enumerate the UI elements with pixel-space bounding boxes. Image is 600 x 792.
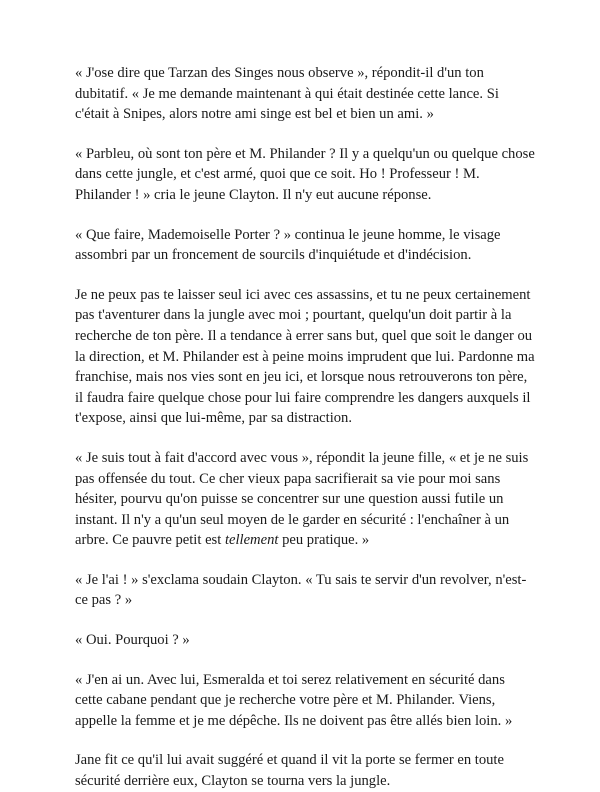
paragraph-3: « Que faire, Mademoiselle Porter ? » continua le jeune homme, le visage assombri par un froncement de sourcils d'inquiétude et d'indécision. [75,226,501,264]
document-page [75,63,535,792]
paragraph-6: « Je l'ai ! » s'exclama soudain Clayton. « Tu sais te servir d'un revolver, n'est-ce pas ? » [75,571,527,609]
paragraph-7: « Oui. Pourquoi ? » [75,632,190,649]
paragraph-4: Je ne peux pas te laisser seul ici avec ces assassins, et tu ne peux certainement pas t'aventurer dans la jungle avec moi ; pourtant, quelqu'un doit partir à la recherche de ton père. Il a tendance à errer sans but, quel que soit le danger ou la direction, et M. Philander est à peine moins imprudent que lui. Pardonne ma franchise, mais nos vies sont en jeu ici, et lorsque nous retrouverons ton père, il faudra faire quelque chose pour lui faire comprendre les dangers auxquels il t'expose, ainsi que lui-même, par sa distraction. [75,286,535,427]
paragraph-2: « Parbleu, où sont ton père et M. Philander ? Il y a quelqu'un ou quelque chose dans cette jungle, et c'est armé, quoi que ce soit. Ho ! Professeur ! M. Philander ! » cria le jeune Clayton. Il n'y eut aucune réponse. [75,145,535,203]
paragraph-5-emphasis: tellement [224,532,279,549]
paragraph-9: Jane fit ce qu'il lui avait suggéré et quand il vit la porte se fermer en toute sécurité derrière eux, Clayton se tourna vers la jungle. [75,752,504,790]
paragraph-5-text-start: « Je suis tout à fait d'accord avec vous », répondit la jeune fille, « et je ne suis pas offensée du tout. Ce cher vieux papa sacrifierait sa vie pour moi sans hésiter, pourvu qu'on puisse se concentrer sur une question aussi futile un instant. Il n'y a qu'un seul moyen de le garder en sécurité : l'enchaîner à un arbre. Ce pauvre petit est [75,449,529,549]
paragraph-1: « J'ose dire que Tarzan des Singes nous observe », répondit-il d'un ton dubitatif. « Je me demande maintenant à qui était destinée cette lance. Si c'était à Snipes, alors notre ami singe est bel et bien un ami. » [75,65,499,123]
paragraph-5-text-end: peu pratique. » [278,532,370,549]
paragraph-8: « J'en ai un. Avec lui, Esmeralda et toi serez relativement en sécurité dans cette cabane pendant que je recherche votre père et M. Philander. Viens, appelle la femme et je me dépêche. Ils ne doivent pas être allés bien loin. » [75,671,513,729]
paragraph-5 [75,448,535,551]
